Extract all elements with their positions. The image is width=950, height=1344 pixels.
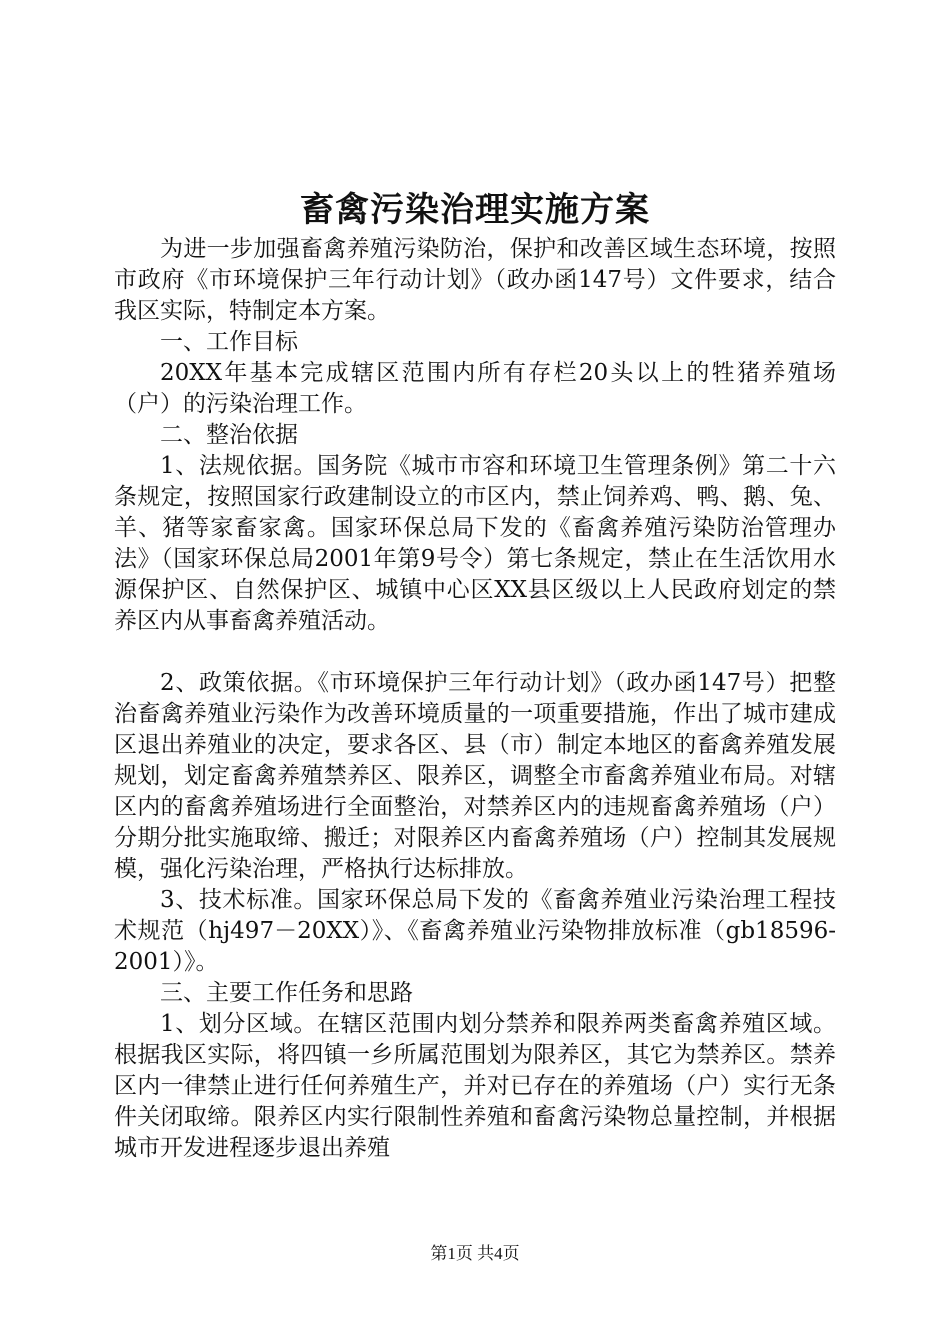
section-heading-tasks: 三、主要工作任务和思路 (160, 980, 413, 1006)
regulation-basis-paragraph: 1、法规依据。国务院《城市市容和环境卫生管理条例》第二十六条规定，按照国家行政建制设立的市区内，禁止饲养鸡、鸭、鹅、兔、羊、猪等家畜家禽。国家环保总局下发的《畜禽养殖污染防治管理办法》（国家环保总局2001年第9号令）第七条规定，禁止在生活饮用水源保护区、自然保护区、城镇中心区XX县区级以上人民政府划定的禁养区内从事畜禽养殖活动。 (114, 453, 836, 634)
technical-standard-paragraph: 3、技术标准。国家环保总局下发的《畜禽养殖业污染治理工程技术规范（hj497－20XX）》、《畜禽养殖业污染物排放标准（gb18596-2001）》。 (114, 887, 836, 975)
section-heading-goals: 一、工作目标 (160, 329, 298, 355)
policy-basis-paragraph: 2、政策依据。《市环境保护三年行动计划》（政办函147号）把整治畜禽养殖业污染作为改善环境质量的一项重要措施，作出了城市建成区退出养殖业的决定，要求各区、县（市）制定本地区的畜禽养殖发展规划，划定畜禽养殖禁养区、限养区，调整全市畜禽养殖业布局。对辖区内的畜禽养殖场进行全面整治，对禁养区内的违规畜禽养殖场（户）分期分批实施取缔、搬迁；对限养区内畜禽养殖场（户）控制其发展规模，强化污染治理，严格执行达标排放。 (114, 670, 836, 882)
intro-paragraph: 为进一步加强畜禽养殖污染防治，保护和改善区域生态环境，按照市政府《市环境保护三年行动计划》（政办函147号）文件要求，结合我区实际，特制定本方案。 (114, 236, 836, 324)
section-heading-basis: 二、整治依据 (160, 422, 298, 448)
page-footer: 第1页 共4页 (430, 1244, 520, 1263)
document-title: 畜禽污染治理实施方案 (300, 190, 650, 230)
document-body (114, 234, 836, 1164)
zoning-paragraph: 1、划分区域。在辖区范围内划分禁养和限养两类畜禽养殖区域。根据我区实际，将四镇一乡所属范围划为限养区，其它为禁养区。禁养区内一律禁止进行任何养殖生产，并对已存在的养殖场（户）实行无条件关闭取缔。限养区内实行限制性养殖和畜禽污染物总量控制，并根据城市开发进程逐步退出养殖 (114, 1011, 836, 1161)
goals-paragraph: 20XX年基本完成辖区范围内所有存栏20头以上的牲猪养殖场（户）的污染治理工作。 (114, 360, 836, 417)
